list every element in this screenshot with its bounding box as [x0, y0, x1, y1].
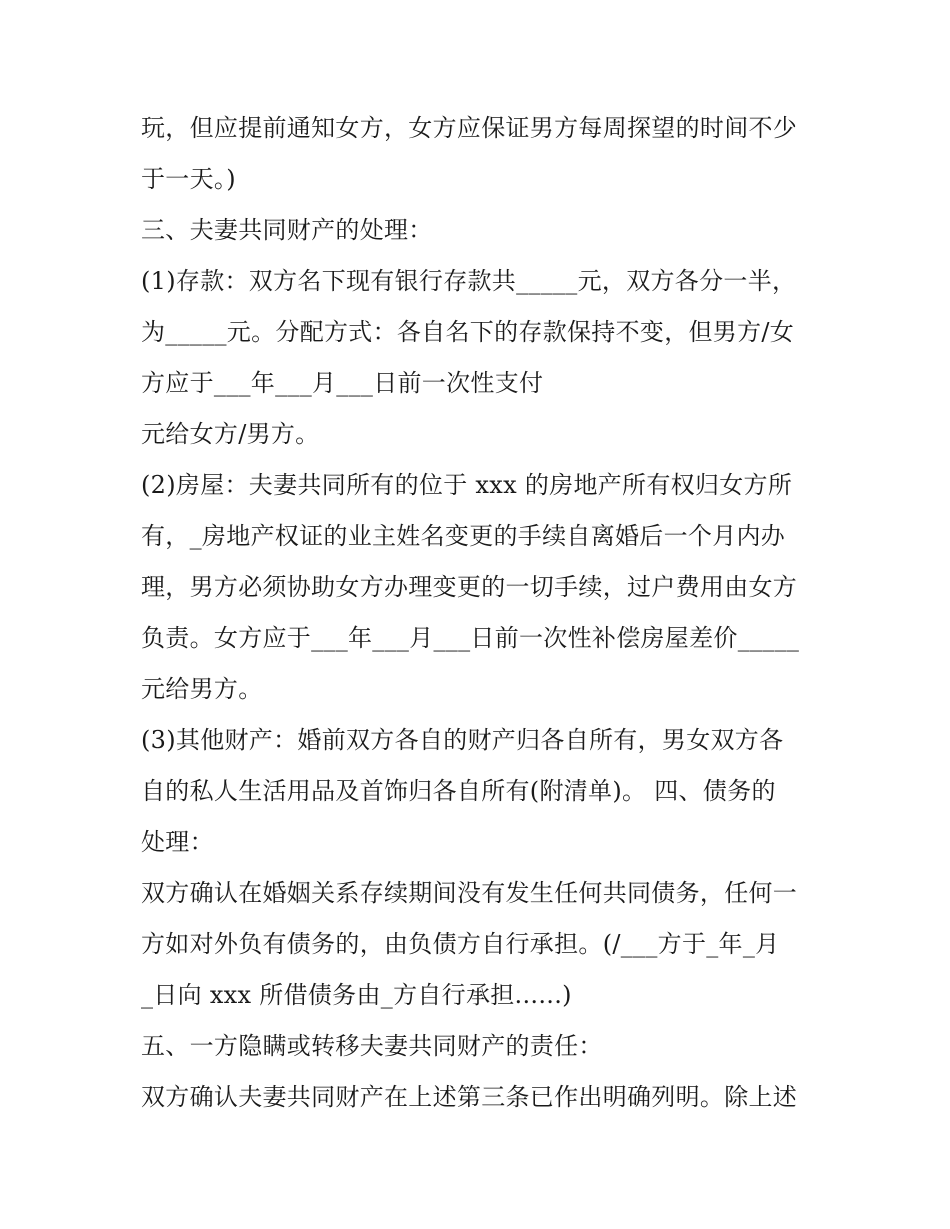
text-line: 负责。女方应于___年___月___日前一次性补偿房屋差价_____ — [141, 624, 800, 652]
text-line: 双方确认在婚姻关系存续期间没有发生任何共同债务，任何一 — [141, 879, 798, 907]
text-line: 为_____元。分配方式：各自名下的存款保持不变，但男方/女 — [141, 318, 795, 346]
text-line: 有，_房地产权证的业主姓名变更的手续自离婚后一个月内办 — [141, 522, 786, 550]
section-heading: 五、一方隐瞒或转移夫妻共同财产的责任： — [141, 1032, 603, 1060]
text-line: (1)存款：双方名下现有银行存款共_____元，双方各分一半， — [141, 267, 797, 295]
text-line: 双方确认夫妻共同财产在上述第三条已作出明确列明。除上述 — [141, 1083, 798, 1111]
text-line: (3)其他财产：婚前双方各自的财产归各自所有，男女双方各 — [141, 726, 784, 754]
text-line: 方应于___年___月___日前一次性支付 — [141, 369, 544, 397]
text-line: 于一天。) — [141, 165, 236, 193]
text-line: 方如对外负有债务的，由负债方自行承担。(/___方于_年_月 — [141, 930, 780, 958]
text-line: 元给男方。 — [141, 675, 263, 703]
text-line: 处理： — [141, 828, 214, 856]
text-line: 自的私人生活用品及首饰归各自所有(附清单)。 四、债务的 — [141, 777, 776, 805]
text-line: _日向 xxx 所借债务由_方自行承担......) — [141, 981, 572, 1009]
text-line: 元给女方/男方。 — [141, 420, 320, 448]
section-heading: 三、夫妻共同财产的处理： — [141, 216, 433, 244]
text-line: 玩，但应提前通知女方，女方应保证男方每周探望的时间不少 — [141, 114, 798, 142]
text-line: (2)房屋：夫妻共同所有的位于 xxx 的房地产所有权归女方所 — [141, 471, 793, 499]
text-line: 理，男方必须协助女方办理变更的一切手续，过户费用由女方 — [141, 573, 798, 601]
